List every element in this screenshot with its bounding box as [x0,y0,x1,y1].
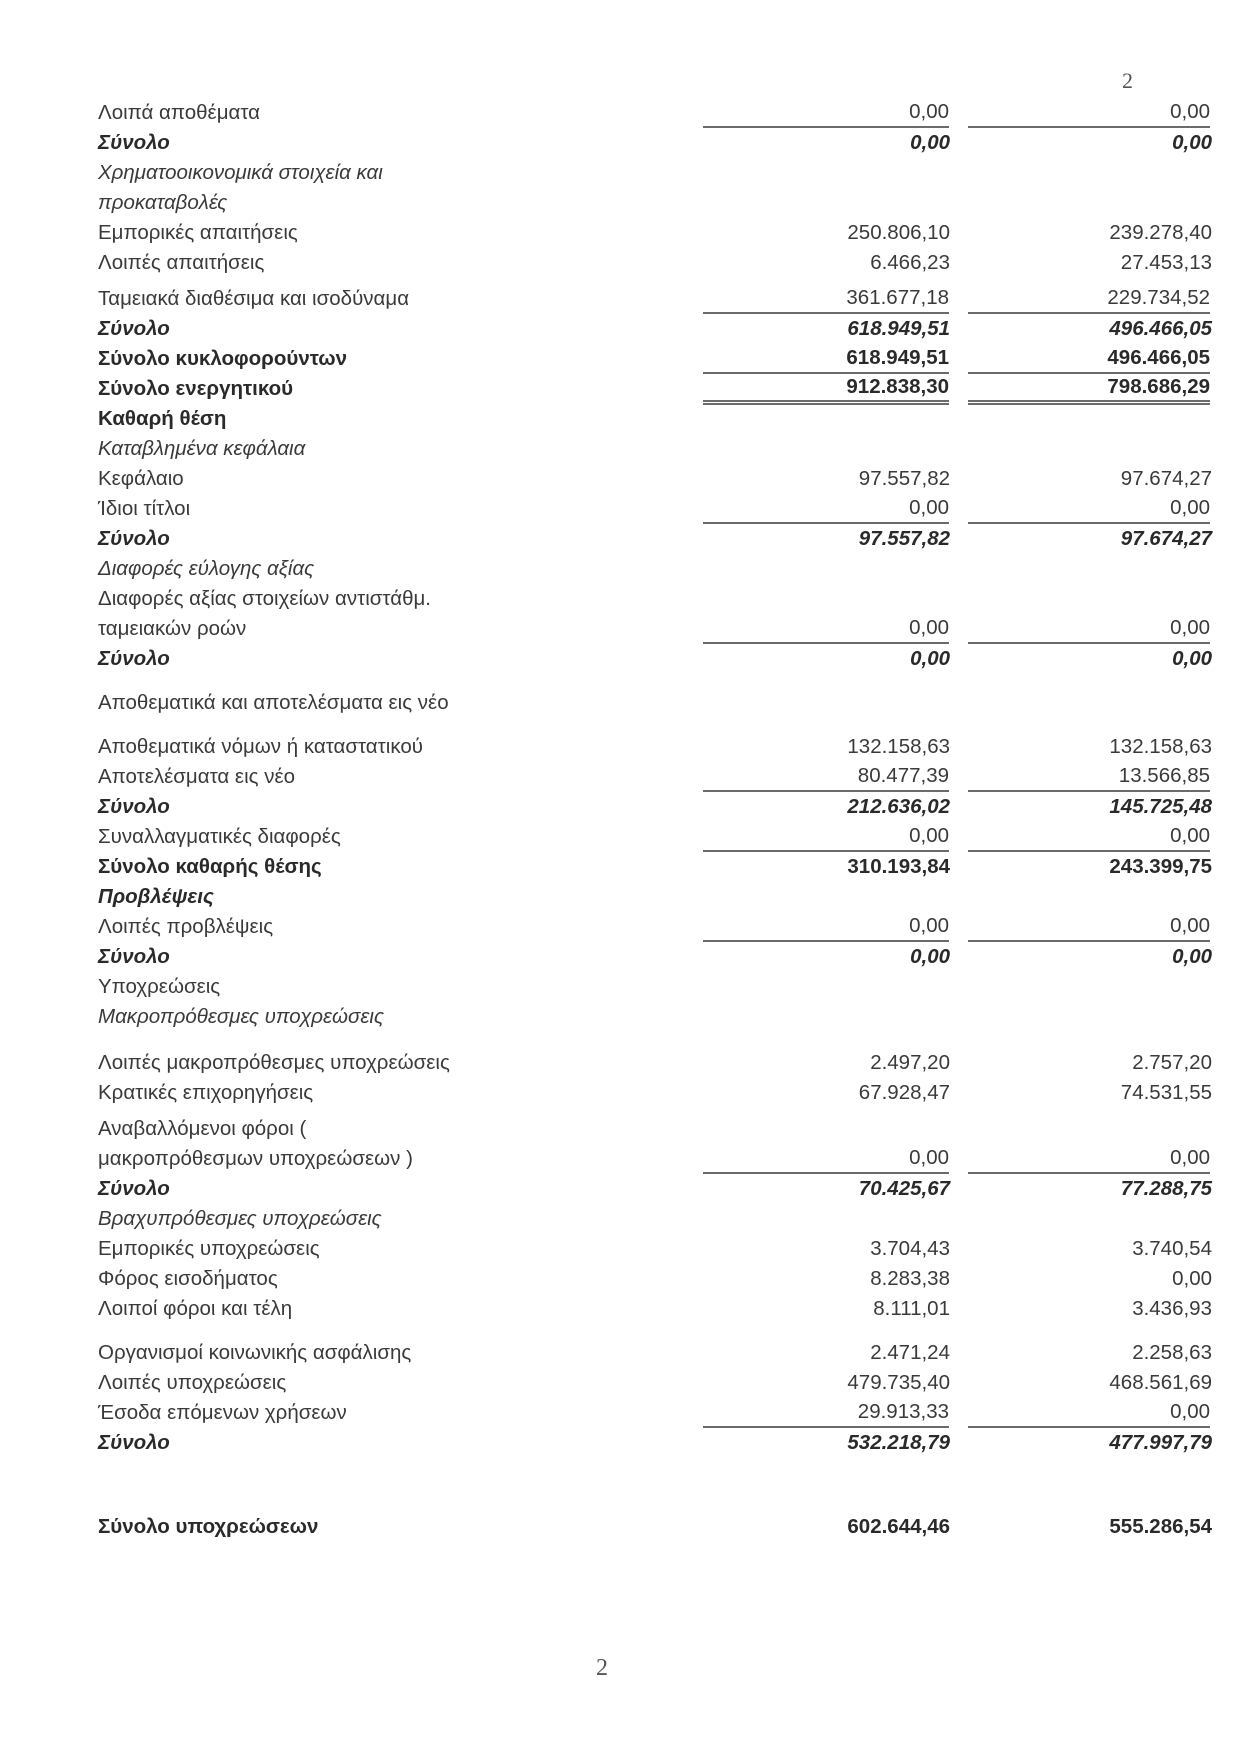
current-year-value: 0,00 [703,912,949,942]
row-label: Σύνολο κυκλοφορούντων [98,347,348,370]
statement-row [98,732,1212,762]
section-heading-liabilities [98,972,1118,1002]
row-label: Χρηματοοικονομικά στοιχεία και [98,161,383,184]
current-year-value: 70.425,67 [858,1177,950,1200]
statement-row [98,1398,1210,1428]
row-label: Ταμειακά διαθέσιμα και ισοδύναμα [98,287,410,310]
statement-row [98,584,1118,614]
row-label: Σύνολο [98,945,170,968]
section-heading-equity [98,404,1118,434]
prior-year-value: 97.674,27 [1120,527,1212,550]
row-label: Έσοδα επόμενων χρήσεων [98,1401,347,1424]
row-label: Σύνολο [98,527,170,550]
prior-year-value: 2.757,20 [1132,1051,1212,1074]
statement-row [98,1264,1212,1294]
row-label: Αποτελέσματα εις νέο [98,765,295,788]
current-year-value: 912.838,30 [703,374,949,405]
current-year-value: 29.913,33 [703,1398,949,1428]
total-liabilities-row [98,1512,1212,1542]
subtotal-row [98,1428,1212,1458]
prior-year-value: 496.466,05 [968,344,1210,374]
row-label: Λοιπά αποθέματα [98,101,261,124]
current-year-value: 6.466,23 [870,251,950,274]
row-label: ταμειακών ροών [98,617,247,640]
row-label: Εμπορικές απαιτήσεις [98,221,298,244]
current-year-value: 8.111,01 [873,1297,950,1320]
row-label: Λοιπές μακροπρόθεσμες υποχρεώσεις [98,1051,450,1074]
prior-year-value: 0,00 [968,1398,1210,1428]
row-label: Λοιποί φόροι και τέλη [98,1297,293,1320]
current-year-value: 0,00 [703,614,949,644]
statement-row [98,1048,1212,1078]
section-heading [98,188,1118,218]
section-heading [98,158,1118,188]
statement-row [98,1338,1212,1368]
prior-year-value: 0,00 [1172,1267,1212,1290]
row-label: Διαφορές εύλογης αξίας [98,557,315,580]
current-year-value: 479.735,40 [847,1371,950,1394]
row-label: Σύνολο [98,1177,170,1200]
statement-row [98,1368,1212,1398]
prior-year-value: 3.436,93 [1132,1297,1212,1320]
prior-year-value: 97.674,27 [1120,467,1212,490]
prior-year-value: 0,00 [968,614,1210,644]
current-year-value: 67.928,47 [858,1081,950,1104]
prior-year-value: 496.466,05 [1109,317,1212,340]
prior-year-value: 74.531,55 [1120,1081,1212,1104]
prior-year-value: 77.288,75 [1120,1177,1212,1200]
section-heading [98,554,1118,584]
row-label: Σύνολο [98,1431,170,1454]
row-label: Κρατικές επιχορηγήσεις [98,1081,314,1104]
row-label: Σύνολο καθαρής θέσης [98,855,322,878]
prior-year-value: 243.399,75 [1109,855,1212,878]
prior-year-value: 27.453,13 [1120,251,1212,274]
row-label: Σύνολο υποχρεώσεων [98,1515,319,1538]
prior-year-value: 798.686,29 [968,374,1210,405]
row-label: Υποχρεώσεις [98,975,221,998]
statement-row [98,218,1212,248]
current-year-value: 0,00 [703,98,949,128]
subtotal-row [98,942,1212,972]
row-label: προκαταβολές [98,191,228,214]
row-label: Προβλέψεις [98,885,214,908]
section-heading [98,434,1118,464]
total-current-assets-row [98,344,1210,374]
current-year-value: 361.677,18 [703,284,949,314]
statement-row [98,822,1210,852]
current-year-value: 618.949,51 [847,317,950,340]
total-assets-row [98,374,1210,404]
statement-row [98,762,1210,792]
subtotal-row [98,128,1212,158]
statement-row [98,284,1210,314]
current-year-value: 0,00 [703,822,949,852]
prior-year-value: 0,00 [968,912,1210,942]
row-label: Αποθεματικά και αποτελέσματα εις νέο [98,691,449,714]
prior-year-value: 468.561,69 [1109,1371,1212,1394]
section-heading [98,688,1118,718]
row-label: Αποθεματικά νόμων ή καταστατικού [98,735,423,758]
row-label: Σύνολο [98,795,170,818]
prior-year-value: 2.258,63 [1132,1341,1212,1364]
prior-year-value: 132.158,63 [1109,735,1212,758]
prior-year-value: 477.997,79 [1109,1431,1212,1454]
current-year-value: 212.636,02 [847,795,950,818]
row-label: Λοιπές προβλέψεις [98,915,274,938]
current-year-value: 80.477,39 [703,762,949,792]
section-heading-provisions [98,882,1118,912]
prior-year-value: 13.566,85 [968,762,1210,792]
prior-year-value: 229.734,52 [968,284,1210,314]
current-year-value: 250.806,10 [847,221,950,244]
prior-year-value: 3.740,54 [1132,1237,1212,1260]
current-year-value: 310.193,84 [847,855,950,878]
row-label: Μακροπρόθεσμες υποχρεώσεις [98,1005,384,1028]
prior-year-value: 0,00 [1172,647,1212,670]
prior-year-value: 0,00 [968,98,1210,128]
total-equity-row [98,852,1212,882]
row-label: Φόρος εισοδήματος [98,1267,278,1290]
statement-row [98,614,1210,644]
statement-row [98,1144,1210,1174]
row-label: Διαφορές αξίας στοιχείων αντιστάθμ. [98,587,431,610]
subtotal-row [98,792,1212,822]
row-label: Συναλλαγματικές διαφορές [98,825,341,848]
row-label: Λοιπές απαιτήσεις [98,251,265,274]
page-number-bottom: 2 [596,1655,608,1681]
statement-row [98,912,1210,942]
current-year-value: 2.497,20 [870,1051,950,1074]
balance-sheet-statement [98,98,1212,1542]
row-label: μακροπρόθεσμων υποχρεώσεων ) [98,1147,413,1170]
current-year-value: 0,00 [703,1144,949,1174]
statement-row [98,1078,1212,1108]
current-year-value: 3.704,43 [870,1237,950,1260]
current-year-value: 0,00 [703,494,949,524]
row-label: Σύνολο [98,131,170,154]
prior-year-value: 0,00 [968,494,1210,524]
row-label: Σύνολο [98,317,170,340]
statement-row [98,494,1210,524]
prior-year-value: 239.278,40 [1109,221,1212,244]
current-year-value: 132.158,63 [847,735,950,758]
subtotal-row [98,524,1212,554]
row-label: Κεφάλαιο [98,467,184,490]
current-year-value: 0,00 [910,131,950,154]
row-label: Οργανισμοί κοινωνικής ασφάλισης [98,1341,412,1364]
statement-row [98,248,1212,278]
row-label: Ίδιοι τίτλοι [98,497,191,520]
row-label: Λοιπές υποχρεώσεις [98,1371,287,1394]
statement-row [98,1114,1118,1144]
statement-row [98,464,1212,494]
row-label: Βραχυπρόθεσμες υποχρεώσεις [98,1207,382,1230]
current-year-value: 0,00 [910,647,950,670]
page-number-top: 2 [1122,68,1133,93]
current-year-value: 602.644,46 [847,1515,950,1538]
current-year-value: 2.471,24 [870,1341,950,1364]
current-year-value: 97.557,82 [858,467,950,490]
prior-year-value: 0,00 [968,1144,1210,1174]
current-year-value: 0,00 [910,945,950,968]
row-label: Καταβλημένα κεφάλαια [98,437,306,460]
prior-year-value: 0,00 [1172,131,1212,154]
section-heading [98,1204,1118,1234]
row-label: Σύνολο ενεργητικού [98,377,294,400]
prior-year-value: 0,00 [1172,945,1212,968]
prior-year-value: 0,00 [968,822,1210,852]
statement-row [98,1234,1212,1264]
row-label: Εμπορικές υποχρεώσεις [98,1237,320,1260]
current-year-value: 8.283,38 [870,1267,950,1290]
row-label: Αναβαλλόμενοι φόροι ( [98,1117,307,1140]
prior-year-value: 145.725,48 [1109,795,1212,818]
current-year-value: 97.557,82 [858,527,950,550]
subtotal-row [98,1174,1212,1204]
row-label: Καθαρή θέση [98,407,227,430]
current-year-value: 532.218,79 [847,1431,950,1454]
statement-row [98,1294,1212,1324]
current-year-value: 618.949,51 [703,344,949,374]
subtotal-row [98,314,1212,344]
subtotal-row [98,644,1212,674]
statement-row [98,98,1210,128]
section-heading [98,1002,1118,1032]
prior-year-value: 555.286,54 [1109,1515,1212,1538]
row-label: Σύνολο [98,647,170,670]
